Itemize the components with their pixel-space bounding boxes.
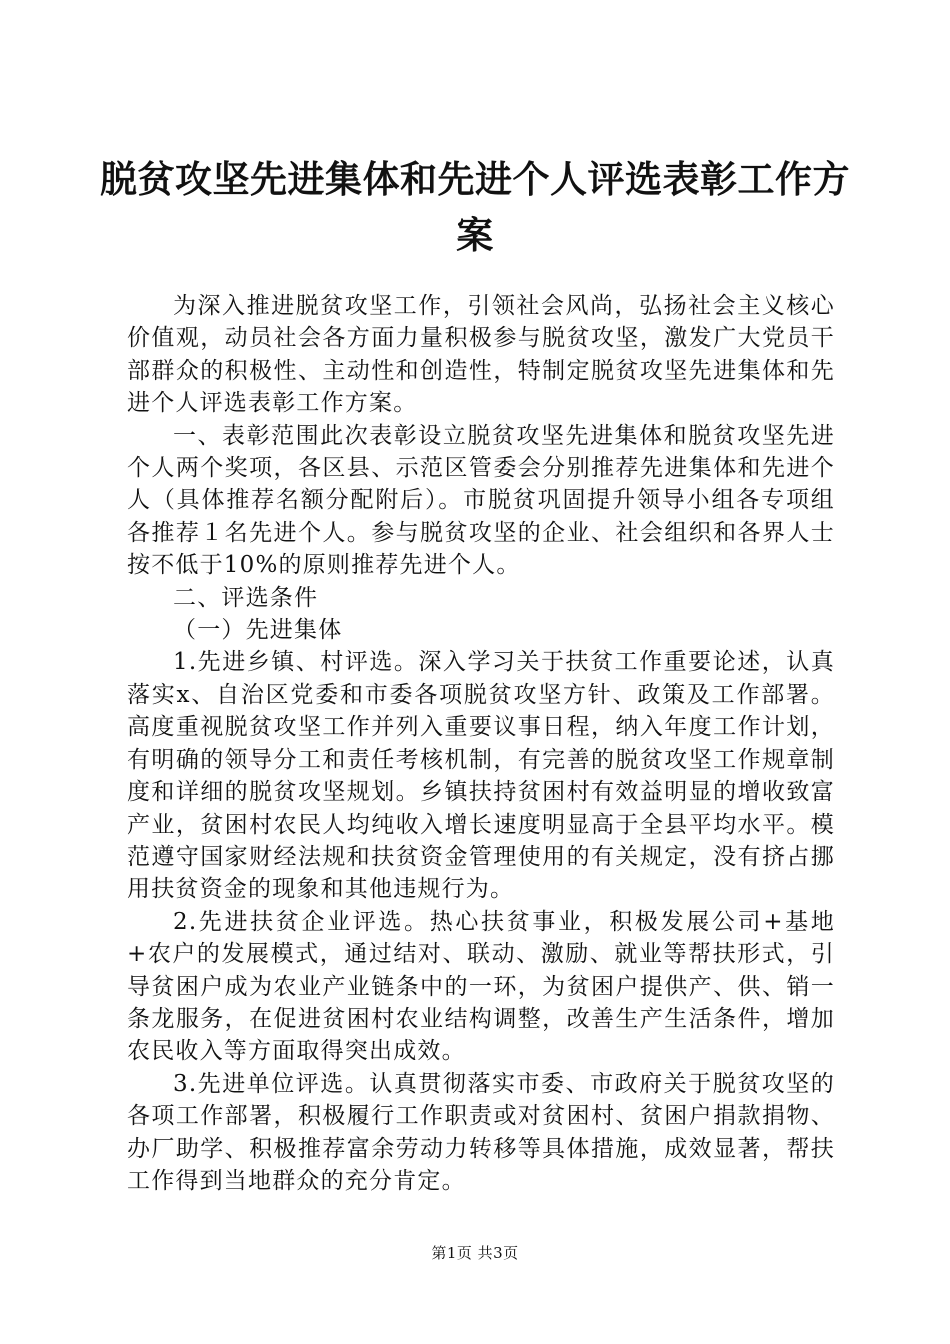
paragraph-item-2: 2.先进扶贫企业评选。热心扶贫事业，积极发展公司+基地+农户的发展模式，通过结对、联动、激励、就业等帮扶形式，引导贫困户成为农业产业链条中的一环，为贫困户提供产、供、销一条龙服务，在促进贫困村农业结构调整，改善生产生活条件，增加农民收入等方面取得突出成效。 <box>127 908 835 1065</box>
heading-section-2: 二、评选条件 <box>173 584 319 611</box>
page-footer: 第1页 共3页 <box>431 1244 519 1262</box>
paragraph-section-1: 一、表彰范围此次表彰设立脱贫攻坚先进集体和脱贫攻坚先进个人两个奖项，各区县、示范区管委会分别推荐先进集体和先进个人（具体推荐名额分配附后）。市脱贫巩固提升领导小组各专项组各推荐１名先进个人。参与脱贫攻坚的企业、社会组织和各界人士按不低于10%的原则推荐先进个人。 <box>127 422 835 579</box>
heading-subsection-1: （一）先进集体 <box>173 617 343 644</box>
paragraph-intro: 为深入推进脱贫攻坚工作，引领社会风尚，弘扬社会主义核心价值观，动员社会各方面力量积极参与脱贫攻坚，激发广大党员干部群众的积极性、主动性和创造性，特制定脱贫攻坚先进集体和先进个人评选表彰工作方案。 <box>127 293 835 417</box>
paragraph-item-1: 1.先进乡镇、村评选。深入学习关于扶贫工作重要论述，认真落实x、自治区党委和市委各项脱贫攻坚方针、政策及工作部署。高度重视脱贫攻坚工作并列入重要议事日程，纳入年度工作计划，有明确的领导分工和责任考核机制，有完善的脱贫攻坚工作规章制度和详细的脱贫攻坚规划。乡镇扶持贫困村有效益明显的增收致富产业，贫困村农民人均纯收入增长速度明显高于全县平均水平。模范遵守国家财经法规和扶贫资金管理使用的有关规定，没有挤占挪用扶贫资金的现象和其他违规行为。 <box>127 649 835 903</box>
document-title: 脱贫攻坚先进集体和先进个人评选表彰工作方案 <box>100 158 850 257</box>
document-body <box>127 290 835 1197</box>
paragraph-item-3: 3.先进单位评选。认真贯彻落实市委、市政府关于脱贫攻坚的各项工作部署，积极履行工作职责或对贫困村、贫困户捐款捐物、办厂助学、积极推荐富余劳动力转移等具体措施，成效显著，帮扶工作得到当地群众的充分肯定。 <box>127 1070 835 1194</box>
